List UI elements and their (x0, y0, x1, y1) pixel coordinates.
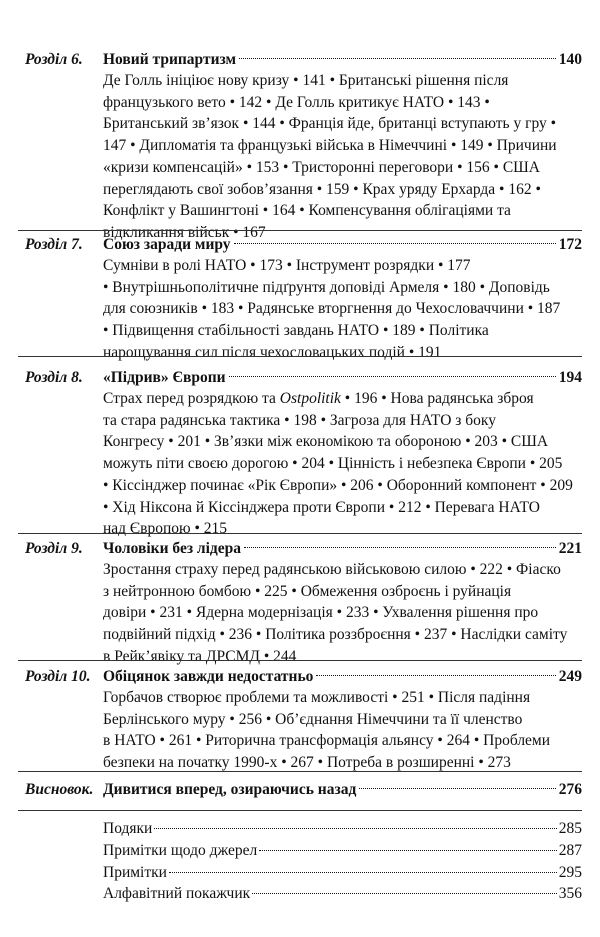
chapter-8 (0, 366, 600, 538)
dot-leader (229, 376, 556, 377)
conclusion (0, 778, 600, 802)
subsection-line: • Внутрішньополітичне підґрунтя доповіді Армеля • 180 • Доповідь (103, 278, 550, 296)
chapter-subsections (103, 388, 579, 540)
subsection-line (103, 388, 579, 410)
subsection-line: Зростання страху перед радянською військовою силою • 222 • Фіаско (103, 561, 561, 578)
back-matter-entry (103, 818, 582, 840)
dot-leader (259, 850, 557, 851)
chapter-page-number: 249 (558, 668, 582, 685)
entry-title: Примітки щодо джерел (103, 841, 258, 859)
chapter-label: Розділ 8. (25, 369, 83, 386)
chapter-title: «Підрив» Європи (103, 369, 226, 386)
chapter-page-number: 194 (558, 369, 582, 386)
back-matter-list (103, 818, 582, 905)
back-matter-entry (103, 840, 582, 862)
subsection-text: Страх перед розрядкою та Ostpolitik • 196 • Нова радянська зброя (103, 390, 534, 407)
subsection-line: відкликання військ • 167 (103, 223, 266, 241)
subsection-line: в НАТО • 261 • Риторична трансформація альянсу • 264 • Проблеми (103, 732, 551, 750)
subsection-line: Горбачов створює проблеми та можливості • 251 • Після падіння (103, 689, 531, 706)
subsection-line: нарощування сил після чехословацьких подій • 191 (103, 343, 442, 361)
subsection-line: Де Голль ініціює нову кризу • 141 • Британські рішення після (103, 72, 509, 89)
subsection-line: та стара радянська тактика • 198 • Загроза для НАТО з боку (103, 411, 496, 429)
subsection-line: безпеки на початку 1990-х • 267 • Потреба в розширенні • 273 (103, 754, 511, 772)
back-matter-entry (103, 883, 582, 905)
entry-page-number: 287 (558, 841, 582, 859)
dot-leader (252, 893, 557, 894)
chapter-9 (0, 537, 600, 665)
subsection-line: подвійний підхід • 236 • Політика роззброєння • 237 • Наслідки саміту (103, 626, 568, 644)
subsection-line: в Рейк’явіку та ДРСМД • 244 (103, 647, 297, 665)
subsection-line: Британський зв’язок • 144 • Франція йде, британці вступають у гру • (103, 115, 557, 133)
conclusion-title: Дивитися вперед, озираючись назад (103, 781, 357, 798)
subsection-line: над Європою • 215 (103, 520, 228, 538)
chapter-subsections (103, 255, 579, 364)
divider (18, 230, 582, 231)
entry-page-number: 295 (558, 863, 582, 881)
chapter-page-number: 172 (558, 236, 582, 253)
dot-leader (169, 872, 557, 873)
chapter-subsections (103, 559, 579, 668)
conclusion-page-number: 276 (558, 781, 582, 798)
divider (18, 533, 582, 534)
dot-leader (154, 828, 556, 829)
subsection-line: французького вето • 142 • Де Голль критикує НАТО • 143 • (103, 93, 490, 111)
back-matter-entry (103, 862, 582, 884)
subsection-line: довіри • 231 • Ядерна модернізація • 233 • Ухвалення рішення про (103, 604, 539, 622)
dot-leader (244, 547, 556, 548)
subsection-line: Конфлікт у Вашингтоні • 164 • Компенсування облігаціями та (103, 202, 511, 220)
chapter-6 (0, 48, 600, 241)
subsection-line: «кризи компенсацій» • 153 • Тристоронні переговори • 156 • США (103, 158, 540, 176)
entry-page-number: 356 (558, 885, 582, 903)
divider (18, 810, 582, 811)
subsection-line: • Кіссінджер починає «Рік Європи» • 206 • Оборонний компонент • 209 (103, 476, 573, 494)
conclusion-label: Висновок. (25, 781, 94, 798)
chapter-title: Обіцянок завжди недостатньо (103, 668, 314, 685)
subsection-line: Берлінського муру • 256 • Об’єднання Німеччини та її членство (103, 710, 523, 728)
chapter-title: Новий трипартизм (103, 51, 237, 68)
divider (18, 771, 582, 772)
chapter-title: Чоловіки без лідера (103, 540, 242, 557)
subsection-line: для союзників • 183 • Радянське вторгнення до Чехословаччини • 187 (103, 300, 561, 318)
chapter-subsections (103, 687, 579, 774)
subsection-line: 147 • Дипломатія та французькі війська в Німеччині • 149 • Причини (103, 137, 557, 155)
entry-title: Алфавітний покажчик (103, 885, 251, 903)
chapter-10 (0, 665, 600, 772)
chapter-label: Розділ 9. (25, 540, 83, 557)
subsection-line: • Хід Ніксона й Кіссінджера проти Європи • 212 • Перевага НАТО (103, 498, 540, 516)
subsection-line: переглядають свої зобов’язання • 159 • Крах уряду Ерхарда • 162 • (103, 180, 541, 198)
subsection-line: Конгресу • 201 • Зв’язки між економікою та обороною • 203 • США (103, 433, 549, 451)
dot-leader (234, 243, 556, 244)
chapter-label: Розділ 6. (25, 51, 83, 68)
chapter-page-number: 221 (558, 540, 582, 557)
chapter-label: Розділ 10. (25, 668, 91, 685)
chapter-title: Союз заради миру (103, 236, 231, 253)
dot-leader (316, 675, 555, 676)
chapter-7 (0, 233, 600, 361)
chapter-label: Розділ 7. (25, 236, 83, 253)
subsection-line: можуть піти своєю дорогою • 204 • Цінність і небезпека Європи • 205 (103, 455, 563, 473)
chapter-page-number: 140 (558, 51, 582, 68)
divider (18, 356, 582, 357)
entry-title: Подяки (103, 820, 153, 837)
dot-leader (239, 58, 556, 59)
entry-title: Примітки (103, 863, 167, 881)
subsection-line: з нейтронною бомбою • 225 • Обмеження озброєнь і руйнація (103, 582, 512, 600)
chapter-subsections (103, 70, 579, 244)
dot-leader (359, 788, 555, 789)
divider (18, 660, 582, 661)
subsection-line: Сумніви в ролі НАТО • 173 • Інструмент розрядки • 177 (103, 257, 471, 274)
subsection-line: • Підвищення стабільності завдань НАТО • 189 • Політика (103, 322, 489, 340)
entry-page-number: 285 (558, 820, 582, 837)
